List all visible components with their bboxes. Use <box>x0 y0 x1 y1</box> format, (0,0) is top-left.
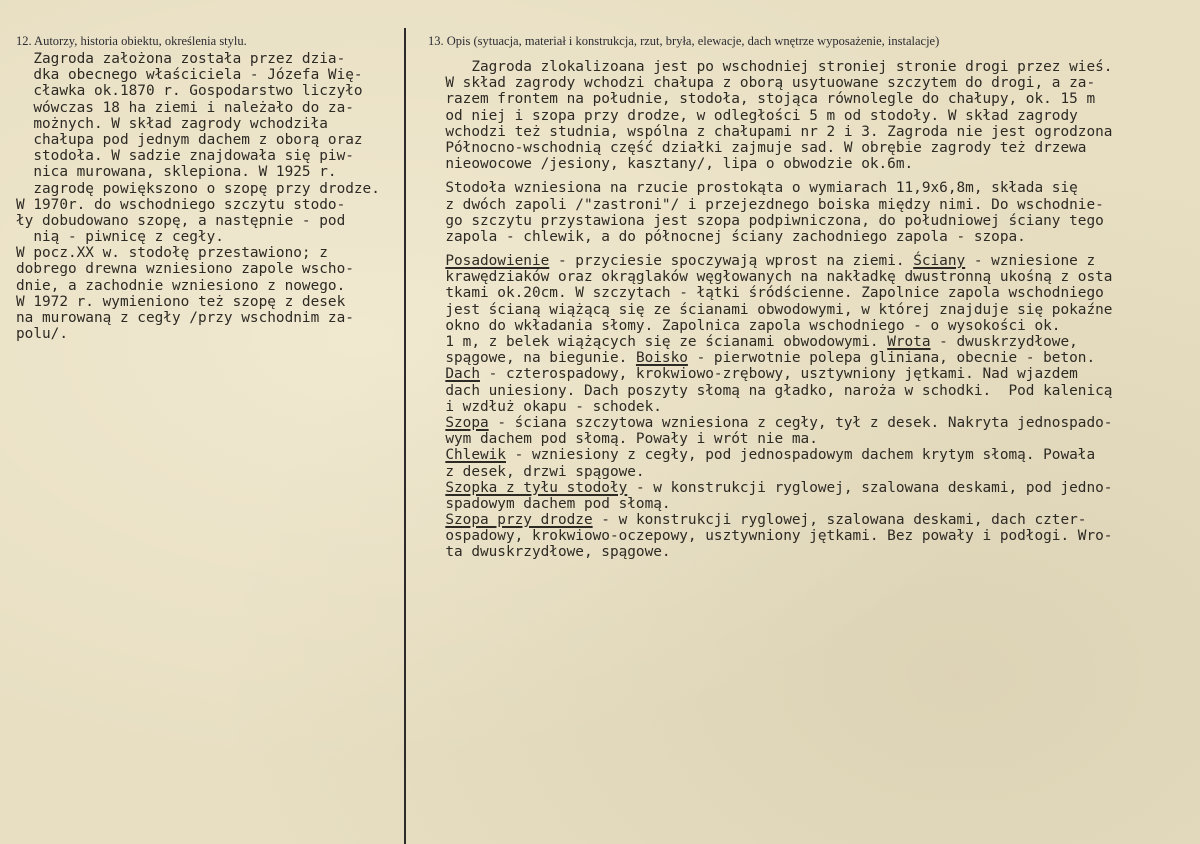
text-line <box>428 334 1198 350</box>
text-segment: wym dachem pod słomą. Powały i wrót nie ma. <box>428 431 818 448</box>
text-line <box>428 108 1198 124</box>
text-segment: - wzniesione z <box>965 253 1096 270</box>
text-line <box>428 59 1198 75</box>
text-segment: jest ścianą wiążącą się ze ścianami obwodowymi, w której znajduje się pokaźne <box>428 301 1113 318</box>
paragraph-gap <box>428 172 1198 180</box>
text-line <box>428 415 1198 431</box>
text-segment: - w konstrukcji ryglowej, szalowana deskami, dach czter- <box>592 512 1087 529</box>
text-segment: z desek, drzwi spągowe. <box>428 463 645 480</box>
text-segment: dach uniesiony. Dach poszyty słomą na gładko, naroża w schodki. Pod kalenicą <box>428 382 1113 399</box>
description-text-column <box>428 59 1198 561</box>
text-line <box>428 213 1198 229</box>
text-line <box>428 302 1198 318</box>
text-segment: spadowym dachem pod słomą. <box>428 495 671 512</box>
underlined-term: Szopa <box>445 414 489 431</box>
text-line <box>428 431 1198 447</box>
text-line: W 1970r. do wschodniego szczytu stodo- <box>16 196 346 213</box>
text-line <box>428 124 1198 140</box>
underlined-term: Posadowienie <box>445 253 550 270</box>
text-line: dka obecnego właściciela - Józefa Wię- <box>16 67 363 84</box>
text-line <box>428 180 1198 196</box>
paragraph-gap <box>428 245 1198 253</box>
text-segment: - ściana szczytowa wzniesiona z cegły, tył z desek. Nakryta jednospado- <box>488 414 1113 431</box>
column-divider <box>404 28 406 844</box>
text-line: nią - piwnicę z cegły. <box>16 229 224 246</box>
text-line <box>428 480 1198 496</box>
text-line <box>428 197 1198 213</box>
history-text-column <box>16 51 402 342</box>
text-line: dnie, a zachodnie wzniesiono z nowego. <box>16 277 346 294</box>
text-line: dobrego drewna wzniesiono zapole wscho- <box>16 261 354 278</box>
text-line: chałupa pod jednym dachem z oborą oraz <box>16 131 363 148</box>
text-line <box>428 464 1198 480</box>
text-segment: wchodzi też studnia, wspólna z chałupami nr 2 i 3. Zagroda nie jest ogrodzona <box>428 123 1113 140</box>
text-line: ły dobudowano szopę, a następnie - pod <box>16 212 346 229</box>
text-segment <box>428 447 445 463</box>
text-segment: spągowe, na biegunie. <box>428 350 636 367</box>
text-segment: od niej i szopa przy drodze, w odległości 5 m od stodoły. W skład zagrody <box>428 107 1078 124</box>
text-line: Zagroda założona została przez dzia- <box>16 51 346 67</box>
text-segment: tkami ok.20cm. W szczytach - łątki śródścienne. Zapolnice zapola wschodniego <box>428 285 1104 302</box>
text-segment: - dwuskrzydłowe, <box>930 334 1078 350</box>
text-segment <box>428 366 445 382</box>
text-line <box>428 156 1198 172</box>
text-segment: razem frontem na południe, stodoła, stojąca równolegle do chałupy, ok. 15 m <box>428 91 1096 108</box>
section-12-heading: 12. Autorzy, historia obiektu, określenia stylu. <box>16 34 247 48</box>
text-segment: - pierwotnie polepa gliniana, obecnie - beton. <box>687 350 1096 367</box>
text-segment: - w konstrukcji ryglowej, szalowana deskami, pod jedno- <box>627 479 1113 496</box>
text-segment: zapola - chlewik, a do północnej ściany zachodniego zapola - szopa. <box>428 228 1026 245</box>
text-segment: W skład zagrody wchodzi chałupa z oborą usytuowane szczytem do drogi, a za- <box>428 75 1096 92</box>
text-line <box>428 318 1198 334</box>
text-segment <box>428 415 445 431</box>
text-line <box>428 512 1198 528</box>
text-line <box>428 91 1198 107</box>
text-line <box>428 383 1198 399</box>
text-line: stodoła. W sadzie znajdowała się piw- <box>16 148 354 165</box>
text-segment: z dwóch zapoli /"zastroni"/ i przejezdnego boiska między nimi. Do wschodnie- <box>428 196 1104 213</box>
text-line <box>428 229 1198 245</box>
text-segment: 1 m, z belek wiążących się ze ścianami obwodowymi. <box>428 334 888 350</box>
underlined-term: Szopka z tyłu stodoły <box>445 479 628 496</box>
text-segment: krawędziaków oraz okrąglaków węgłowanych na nakładkę dwustronną ukośną z osta <box>428 269 1113 286</box>
underlined-term: Wrota <box>887 334 931 350</box>
text-line: W 1972 r. wymieniono też szopę z desek <box>16 293 346 310</box>
text-line <box>428 269 1198 285</box>
text-segment: ospadowy, krokwiowo-oczepowy, usztywniony jętkami. Bez powały i podłogi. Wro- <box>428 528 1113 545</box>
text-segment: - wzniesiony z cegły, pod jednospadowym dachem krytym słomą. Powała <box>505 447 1096 464</box>
text-line: cławka ok.1870 r. Gospodarstwo liczyło <box>16 83 363 100</box>
underlined-term: Szopa przy drodze <box>445 512 593 529</box>
text-segment: Stodoła wzniesiona na rzucie prostokąta o wymiarach 11,9x6,8m, składa się <box>428 180 1078 197</box>
text-segment: Zagroda zlokalizoana jest po wschodniej stroniej stronie drogi przez wieś. <box>428 59 1113 75</box>
text-segment: go szczytu przystawiona jest szopa podpiwniczona, do południowej ściany tego <box>428 212 1104 229</box>
text-segment: - przyciesie spoczywają wprost na ziemi. <box>549 253 914 270</box>
text-line <box>428 399 1198 415</box>
text-segment: i wzdłuż okapu - schodek. <box>428 398 662 415</box>
underlined-term: Dach <box>445 366 480 383</box>
text-segment: okno do wkładania słomy. Zapolnica zapola wschodniego - o wysokości ok. <box>428 317 1061 334</box>
text-line <box>428 528 1198 544</box>
text-segment <box>428 253 445 269</box>
text-line: możnych. W skład zagrody wchodziła <box>16 115 328 132</box>
text-line <box>428 140 1198 156</box>
section-13-heading: 13. Opis (sytuacja, materiał i konstrukcja, rzut, bryła, elewacje, dach wnętrze wyposażenie, instalacje) <box>428 34 940 48</box>
text-line: zagrodę powiększono o szopę przy drodze. <box>16 180 380 197</box>
text-line: polu/. <box>16 326 68 343</box>
text-line <box>428 75 1198 91</box>
text-line <box>428 544 1198 560</box>
text-segment <box>428 480 445 496</box>
text-line: wówczas 18 ha ziemi i należało do za- <box>16 99 354 116</box>
text-line: na murowaną z cegły /przy wschodnim za- <box>16 310 354 326</box>
text-segment: - czterospadowy, krokwiowo-zrębowy, usztywniony jętkami. Nad wjazdem <box>479 366 1078 383</box>
text-line <box>428 253 1198 269</box>
text-segment: Północno-wschodnią część działki zajmuje sad. W obrębie zagrody też drzewa <box>428 139 1087 156</box>
text-line <box>428 285 1198 301</box>
text-segment: ta dwuskrzydłowe, spągowe. <box>428 544 671 561</box>
underlined-term: Boisko <box>635 350 688 367</box>
text-line: nica murowana, sklepiona. W 1925 r. <box>16 164 337 181</box>
text-line <box>428 350 1198 366</box>
text-line <box>428 447 1198 463</box>
underlined-term: Ściany <box>913 253 966 270</box>
underlined-term: Chlewik <box>445 447 506 464</box>
text-segment <box>428 512 445 528</box>
text-segment: nieowocowe /jesiony, kasztany/, lipa o obwodzie ok.6m. <box>428 156 914 173</box>
text-line <box>428 366 1198 382</box>
text-line: W pocz.XX w. stodołę przestawiono; z <box>16 245 328 262</box>
text-line <box>428 496 1198 512</box>
